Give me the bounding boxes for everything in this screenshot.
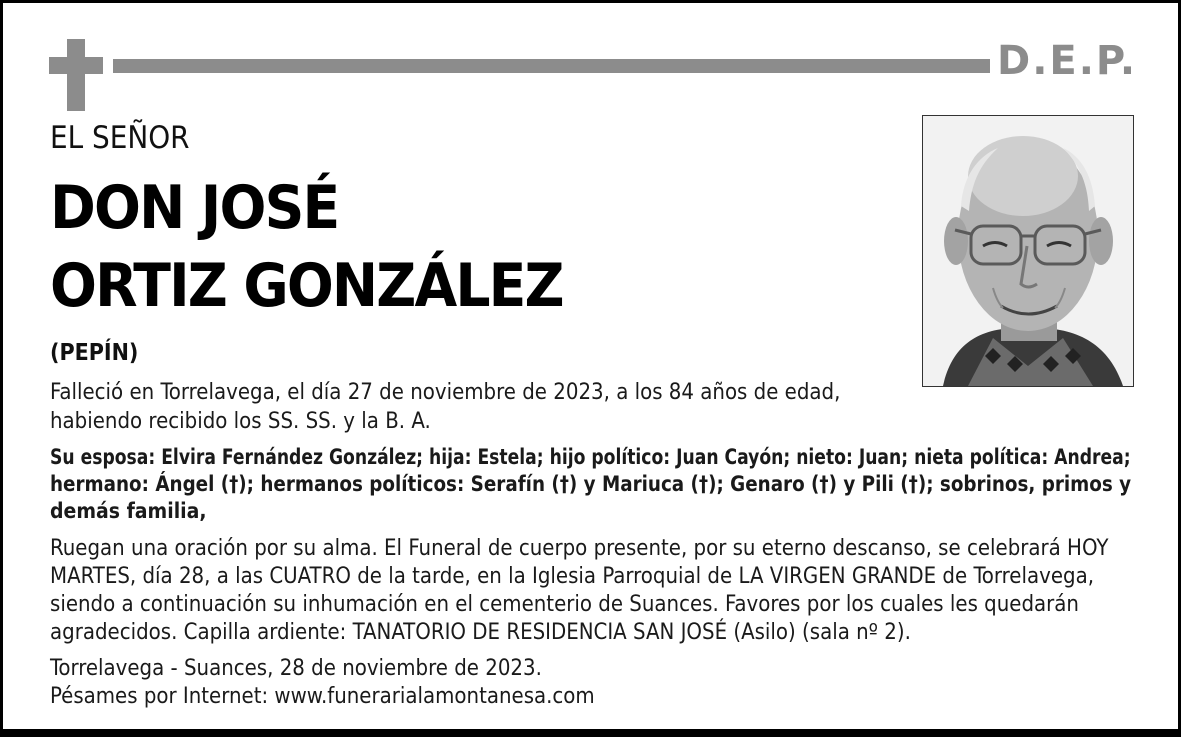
- family-line-1: Su esposa: Elvira Fernández González; hija: Estela; hijo político: Juan Cayón; nieto: Juan; nieta política: Andrea;: [50, 445, 1131, 469]
- dep-label: D.E.P.: [997, 38, 1138, 84]
- deceased-name: [50, 169, 563, 325]
- name-line-1: DON JOSÉ: [50, 173, 339, 243]
- nickname: (PEPÍN): [50, 340, 139, 366]
- place-date: Torrelavega - Suances, 28 de noviembre de 2023.: [50, 656, 542, 681]
- funeral-line-2: MARTES, día 28, a las CUATRO de la tarde, en la Iglesia Parroquial de LA VIRGEN GRANDE de Torrelavega,: [50, 564, 1094, 589]
- funeral-line-3: siendo a continuación su inhumación en el cementerio de Suances. Favores por los cuales les quedarán: [50, 592, 1079, 617]
- family-line-3: demás familia,: [50, 499, 207, 523]
- funeral-line-4: agradecidos. Capilla ardiente: TANATORIO DE RESIDENCIA SAN JOSÉ (Asilo) (sala nº 2).: [50, 620, 911, 645]
- death-notice-line-1: Falleció en Torrelavega, el día 27 de noviembre de 2023, a los 84 años de edad,: [50, 380, 841, 405]
- family-line-2: hermano: Ángel (†); hermanos políticos: Serafín (†) y Mariuca (†); Genaro (†) y Pili (†); sobrinos, primos y: [50, 472, 1132, 496]
- name-line-2: ORTIZ GONZÁLEZ: [50, 251, 563, 321]
- portrait-photo: [922, 115, 1134, 387]
- death-notice-line-2: habiendo recibido los SS. SS. y la B. A.: [50, 409, 431, 434]
- header-rule: [113, 59, 990, 73]
- cross-icon: [49, 39, 103, 111]
- funeral-line-1: Ruegan una oración por su alma. El Funeral de cuerpo presente, por su eterno descanso, se celebrará HOY: [50, 536, 1109, 561]
- honorific-title: EL SEÑOR: [50, 120, 190, 156]
- condolences-website: Pésames por Internet: www.funerarialamontanesa.com: [50, 684, 595, 709]
- portrait-image: [923, 116, 1133, 386]
